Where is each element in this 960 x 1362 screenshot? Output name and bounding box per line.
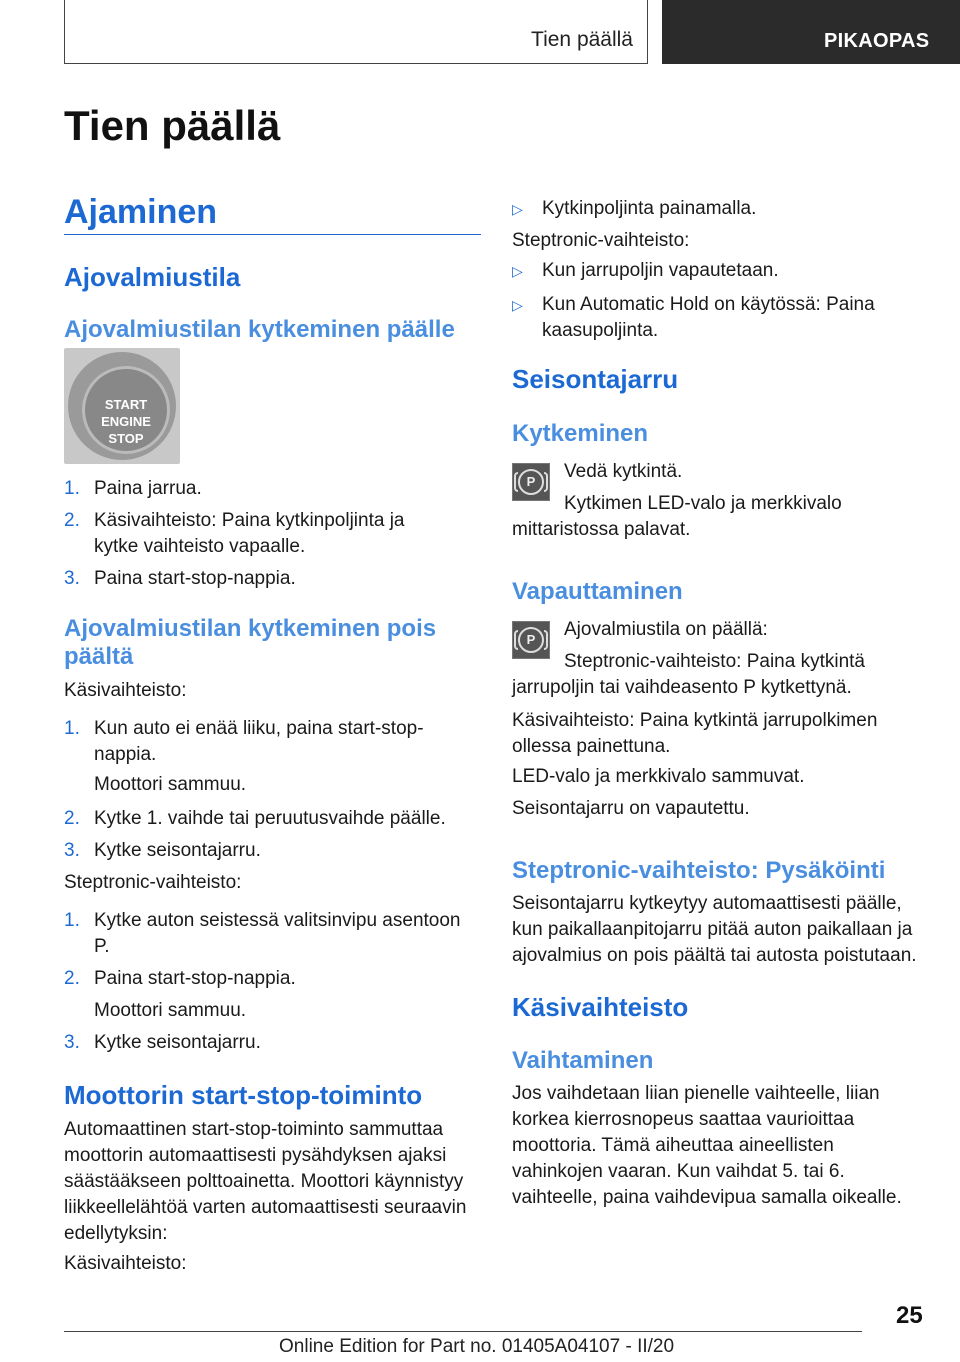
list-text: Paina start-stop-nappia. [94,968,296,989]
label-steptronic: Steptronic-vaihteisto: [64,872,242,893]
heading-start-stop: Moottorin start-stop-toiminto [64,1080,423,1110]
paragraph-pysakointi: Seisontajarru kytkeytyy automaattisesti päälle, kun paikallaanpitojarru pitää auton paikallaan ja ajovalmius on pois päältä tai autosta poistutaan. [512,893,917,966]
list-text: Kun auto ei enää liiku, paina start-stop-nappia. [94,718,424,765]
label-kasivaihteisto: Käsivaihteisto: [64,680,187,701]
heading-ajaminen: Ajaminen [64,193,218,231]
list-number: 2. [64,808,80,829]
text-steptronic-vapautus: Steptronic-vaihteisto: Paina kytkintä jarrupoljin tai vaihdeasento P kytkettynä. [512,651,865,698]
text-kytkimen-led: Kytkimen LED-valo ja merkkivalo mittaristossa palavat. [512,493,842,540]
paragraph-start-stop: Automaattinen start-stop-toiminto sammuttaa moottorin automaattisesti pysähdyksen ajaksi säästääkseen polttoainetta. Moottori käynnistyy liikkeellelähtöä varten automaattisesti seuraavin edellytyksin: [64,1119,467,1244]
start-stop-icon [82,366,170,454]
list-number: 3. [64,840,80,861]
list-text: Kytke 1. vaihde tai peruutusvaihde päälle. [94,808,446,829]
heading-kytkeminen-paalle: Ajovalmiustilan kytkeminen päälle [64,316,455,343]
list-number: 2. [64,510,80,531]
list-text: Kun jarrupoljin vapautetaan. [542,260,779,281]
parking-brake-icon: P [512,621,550,659]
list-text: Kytkinpoljinta painamalla. [542,198,757,219]
heading-pysakointi: Steptronic-vaihteisto: Pysäköinti [512,857,886,884]
header-badge [662,0,960,64]
list-number: 1. [64,718,80,739]
text-led-sammuvat: LED-valo ja merkkivalo sammuvat. [512,766,805,787]
heading-seisontajarru: Seisontajarru [512,364,679,394]
list-text: Paina start-stop-nappia. [94,568,296,589]
list-text: Moottori sammuu. [94,774,247,795]
list-text: Käsivaihteisto: Paina kytkinpoljinta ja kytke vaihteisto vapaalle. [94,510,405,557]
list-text: Paina jarrua. [94,478,202,499]
text-kasivaihteisto-vapautus: Käsivaihteisto: Paina kytkintä jarrupolkimen ollessa painettuna. [512,710,878,757]
header-section-title: Tien päällä [531,28,633,51]
footer-edition: Online Edition for Part no. 01405A04107 - II/20 [279,1336,675,1357]
list-text: Kytke seisontajarru. [94,1032,261,1053]
parking-brake-icon: P [512,463,550,501]
text-veda-kytkinta: Vedä kytkintä. [564,461,683,482]
heading-kytkeminen-pois: Ajovalmiustilan kytkeminen pois päältä [64,615,437,670]
label-steptronic: Steptronic-vaihteisto: [512,230,690,251]
heading-kytkeminen: Kytkeminen [512,420,649,447]
text-vapautettu: Seisontajarru on vapautettu. [512,798,750,819]
triangle-bullet-icon: ▷ [512,297,523,313]
list-text: Kytke seisontajarru. [94,840,261,861]
heading-vapauttaminen: Vapauttaminen [512,578,683,605]
triangle-bullet-icon: ▷ [512,263,523,279]
heading-vaihtaminen: Vaihtaminen [512,1047,654,1074]
label-kasivaihteisto-2: Käsivaihteisto: [64,1253,187,1274]
list-number: 1. [64,478,80,499]
start-stop-label: START ENGINE STOP [101,397,151,446]
text-ajovalmiustila-paalla: Ajovalmiustila on päällä: [564,619,768,640]
page-number: 25 [896,1302,923,1329]
list-text: Moottori sammuu. [94,1000,247,1021]
list-number: 3. [64,1032,80,1053]
header-section-tab [64,0,648,64]
page-title: Tien päällä [64,102,281,149]
header-badge-label: PIKAOPAS [824,30,930,52]
footer-rule [64,1331,862,1332]
list-number: 3. [64,568,80,589]
triangle-bullet-icon: ▷ [512,201,523,217]
list-number: 2. [64,968,80,989]
heading-ajovalmiustila: Ajovalmiustila [64,262,241,292]
list-text: Kun Automatic Hold on käytössä: Paina kaasupoljinta. [542,294,875,341]
heading-kasivaihteisto: Käsivaihteisto [512,992,689,1022]
list-text: Kytke auton seistessä valitsinvipu asentoon P. [94,910,461,957]
start-engine-stop-button-image [64,348,180,464]
heading-rule [64,234,481,235]
paragraph-vaihtaminen: Jos vaihdetaan liian pienelle vaihteelle, liian korkea kierrosnopeus saattaa vaurioittaa moottoria. Tämä aiheuttaa aineellisten vahinkojen vaaran. Kun vaihdat 5. tai 6. vaihteelle, paina vaihdevipua samalla oikealle. [512,1083,902,1208]
list-number: 1. [64,910,80,931]
